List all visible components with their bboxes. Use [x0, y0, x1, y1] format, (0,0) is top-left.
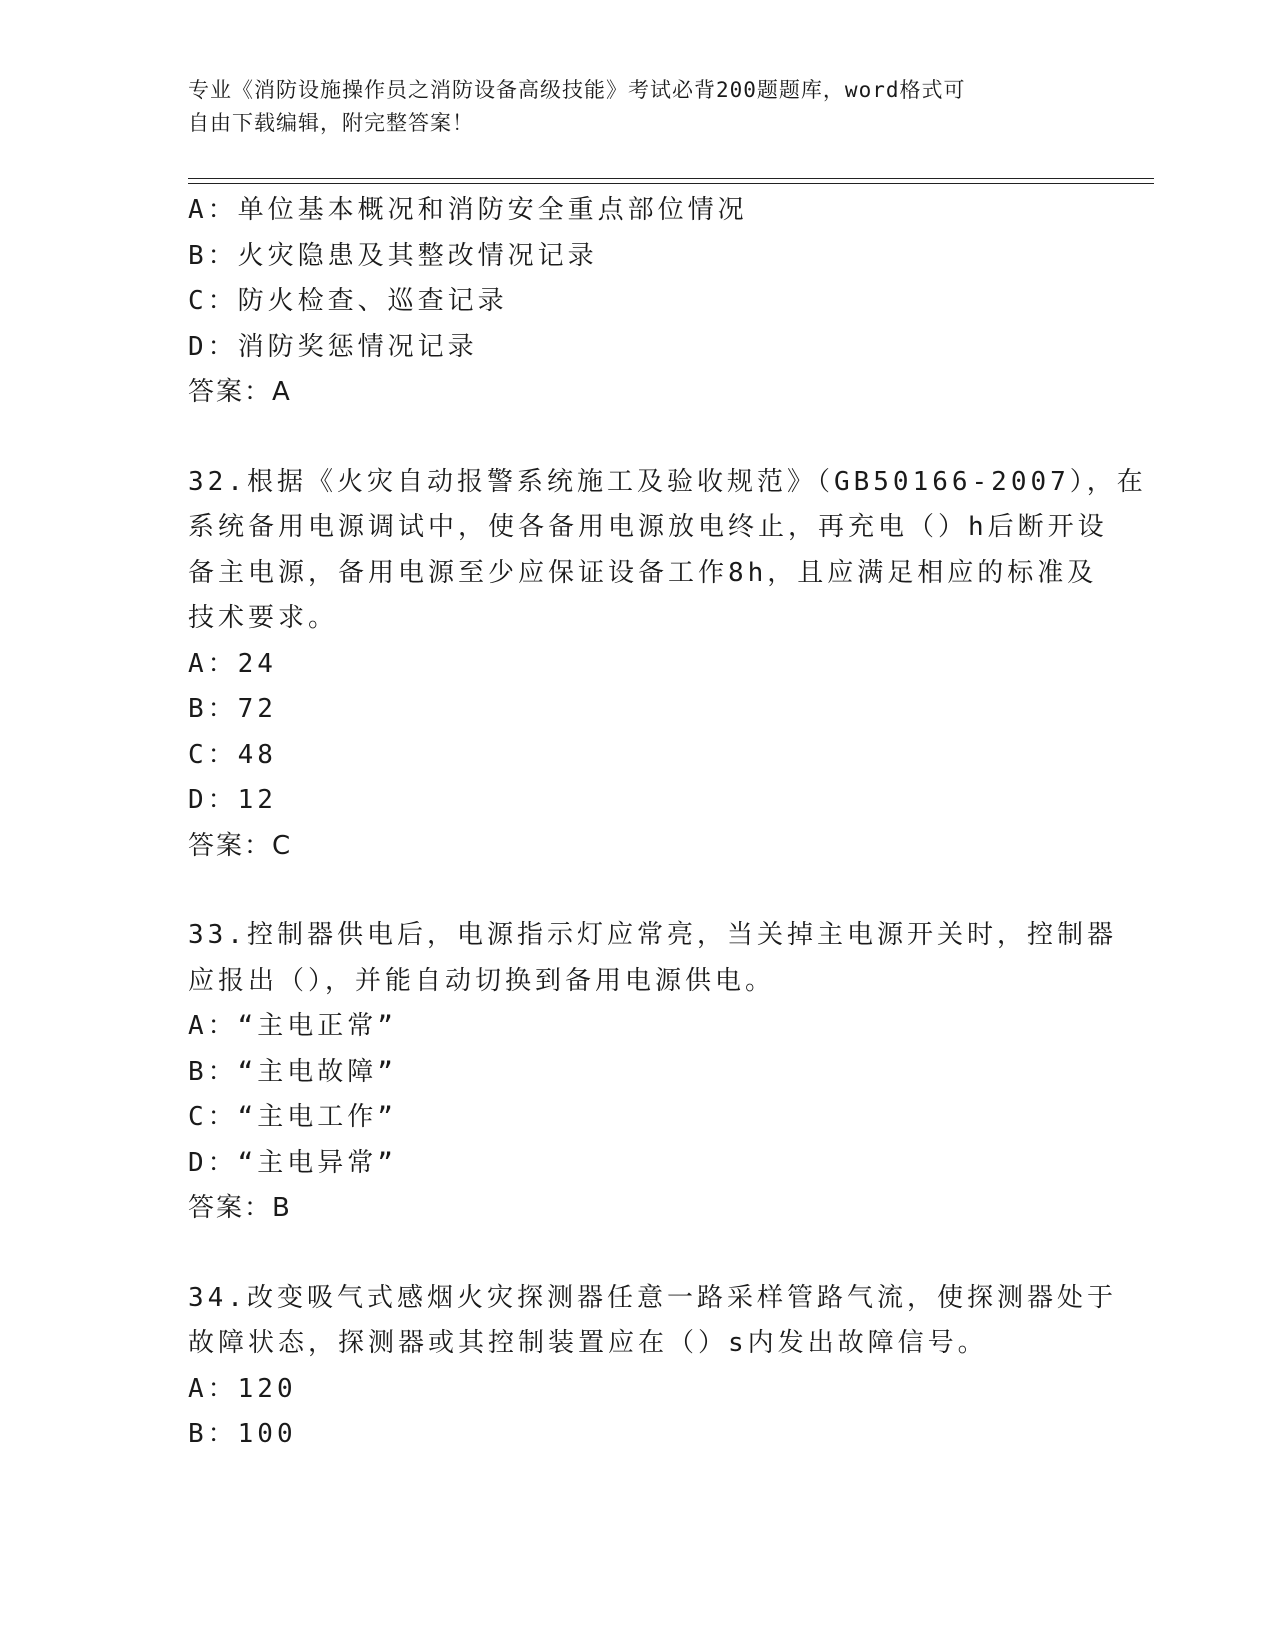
question-text-line: 应报出（），并能自动切换到备用电源供电。: [188, 965, 776, 996]
question-text-line: 故障状态，探测器或其控制装置应在（）s内发出故障信号。: [188, 1328, 988, 1358]
option-d: D：12: [188, 785, 277, 815]
question-32: [188, 460, 1147, 870]
option-b: B：72: [188, 694, 277, 724]
option-c: C：“主电工作”: [188, 1102, 397, 1132]
option-a: A：单位基本概况和消防安全重点部位情况: [188, 195, 748, 225]
option-c: C：防火检查、巡查记录: [188, 286, 508, 316]
option-d: D：“主电异常”: [188, 1147, 397, 1178]
option-d: D：消防奖惩情况记录: [188, 331, 478, 362]
header-rule-bottom: [188, 183, 1154, 184]
question-31-tail: [188, 188, 1088, 416]
question-text-line: 33.控制器供电后，电源指示灯应常亮，当关掉主电源开关时，控制器: [188, 920, 1117, 950]
question-text-line: 技术要求。: [188, 603, 339, 633]
option-b: B：100: [188, 1419, 297, 1449]
answer: 答案：C: [188, 830, 293, 861]
answer: 答案：B: [188, 1193, 292, 1223]
document-header: [188, 74, 1068, 140]
option-c: C：48: [188, 739, 277, 770]
option-b: B：“主电故障”: [188, 1056, 397, 1087]
question-34: [188, 1276, 1117, 1458]
option-a: A：120: [188, 1373, 297, 1404]
question-text-line: 32.根据《火灾自动报警系统施工及验收规范》（GB50166-2007），在: [188, 466, 1147, 497]
question-33: [188, 913, 1117, 1232]
header-rule-top: [188, 178, 1154, 179]
option-a: A：24: [188, 648, 277, 679]
option-b: B：火灾隐患及其整改情况记录: [188, 240, 598, 271]
header-line-2: 自由下载编辑，附完整答案！: [188, 111, 474, 135]
question-content: [188, 188, 1147, 1458]
question-text-line: 系统备用电源调试中，使各备用电源放电终止，再充电（）h后断开设: [188, 512, 1108, 542]
question-text-line: 34.改变吸气式感烟火灾探测器任意一路采样管路气流，使探测器处于: [188, 1282, 1117, 1313]
answer: 答案：A: [188, 377, 292, 407]
question-text-line: 备主电源，备用电源至少应保证设备工作8h，且应满足相应的标准及: [188, 557, 1098, 588]
header-line-1: 专业《消防设施操作员之消防设备高级技能》考试必背200题题库，word格式可: [188, 78, 966, 102]
option-a: A：“主电正常”: [188, 1011, 397, 1041]
